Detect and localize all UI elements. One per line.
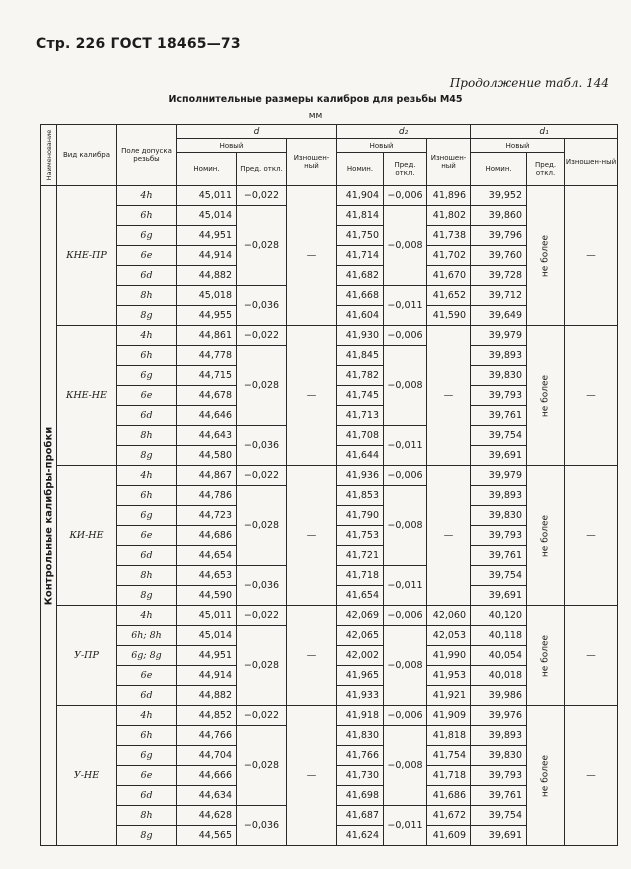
d1-nominal: 39,860 bbox=[471, 206, 527, 226]
d2-deviation: −0,008 bbox=[384, 486, 427, 566]
d-nominal: 44,882 bbox=[177, 686, 237, 706]
gauge-name: КИ-НЕ bbox=[57, 466, 117, 606]
tolerance-field: 6d bbox=[117, 266, 177, 286]
col-header-d: d bbox=[177, 125, 337, 139]
tolerance-field: 6e bbox=[117, 246, 177, 266]
d-worn: — bbox=[287, 606, 337, 706]
d2-nominal: 41,668 bbox=[337, 286, 384, 306]
tolerance-field: 8g bbox=[117, 586, 177, 606]
d-deviation: −0,028 bbox=[237, 726, 287, 806]
d1-nominal: 39,754 bbox=[471, 806, 527, 826]
d-worn: — bbox=[287, 706, 337, 846]
d-nominal: 44,914 bbox=[177, 246, 237, 266]
tolerance-field: 6h bbox=[117, 206, 177, 226]
d2-nominal: 41,721 bbox=[337, 546, 384, 566]
d2-deviation: −0,008 bbox=[384, 726, 427, 806]
d1-nominal: 39,728 bbox=[471, 266, 527, 286]
col-header-d-worn: Изношен-ный bbox=[287, 139, 337, 186]
d1-nominal: 40,118 bbox=[471, 626, 527, 646]
d2-worn: 41,953 bbox=[427, 666, 471, 686]
tolerance-field: 8h bbox=[117, 806, 177, 826]
d-nominal: 44,786 bbox=[177, 486, 237, 506]
d1-nominal: 39,976 bbox=[471, 706, 527, 726]
d-nominal: 45,018 bbox=[177, 286, 237, 306]
d2-deviation: −0,006 bbox=[384, 186, 427, 206]
tolerance-field: 6h bbox=[117, 346, 177, 366]
d2-nominal: 41,687 bbox=[337, 806, 384, 826]
d2-nominal: 41,965 bbox=[337, 666, 384, 686]
d-deviation: −0,036 bbox=[237, 426, 287, 466]
d2-nominal: 41,713 bbox=[337, 406, 384, 426]
gauge-dimensions-table bbox=[40, 124, 618, 846]
d1-nominal: 39,979 bbox=[471, 326, 527, 346]
table-row bbox=[41, 186, 618, 206]
d2-nominal: 41,604 bbox=[337, 306, 384, 326]
d-nominal: 44,704 bbox=[177, 746, 237, 766]
d2-worn: 41,802 bbox=[427, 206, 471, 226]
d1-nominal: 39,986 bbox=[471, 686, 527, 706]
d1-nominal: 39,979 bbox=[471, 466, 527, 486]
d1-nominal: 39,796 bbox=[471, 226, 527, 246]
d-nominal: 44,666 bbox=[177, 766, 237, 786]
col-header-d2-new: Новый bbox=[337, 139, 427, 153]
d2-worn: 41,921 bbox=[427, 686, 471, 706]
d-nominal: 45,011 bbox=[177, 606, 237, 626]
col-header-name: Наименование bbox=[41, 125, 57, 186]
d2-worn: 41,672 bbox=[427, 806, 471, 826]
tolerance-field: 8h bbox=[117, 566, 177, 586]
d2-nominal: 41,730 bbox=[337, 766, 384, 786]
col-header-d1-nom: Номин. bbox=[471, 153, 527, 186]
d-deviation: −0,028 bbox=[237, 626, 287, 706]
d2-nominal: 41,714 bbox=[337, 246, 384, 266]
d1-deviation-not-more: не более bbox=[527, 466, 565, 606]
d2-nominal: 41,644 bbox=[337, 446, 384, 466]
d2-deviation: −0,006 bbox=[384, 326, 427, 346]
d-deviation: −0,028 bbox=[237, 346, 287, 426]
d-nominal: 44,590 bbox=[177, 586, 237, 606]
d2-nominal: 41,936 bbox=[337, 466, 384, 486]
tolerance-field: 6h bbox=[117, 486, 177, 506]
d2-worn: 41,590 bbox=[427, 306, 471, 326]
d-nominal: 44,914 bbox=[177, 666, 237, 686]
gauge-name: У-ПР bbox=[57, 606, 117, 706]
d2-nominal: 41,790 bbox=[337, 506, 384, 526]
d2-nominal: 41,750 bbox=[337, 226, 384, 246]
tolerance-field: 6e bbox=[117, 526, 177, 546]
tolerance-field: 4h bbox=[117, 326, 177, 346]
d1-nominal: 39,793 bbox=[471, 526, 527, 546]
tolerance-field: 6h; 8h bbox=[117, 626, 177, 646]
d1-nominal: 39,830 bbox=[471, 746, 527, 766]
d-nominal: 44,634 bbox=[177, 786, 237, 806]
d1-nominal: 39,754 bbox=[471, 566, 527, 586]
page-header: Стр. 226 ГОСТ 18465—73 bbox=[36, 36, 241, 52]
d2-deviation: −0,008 bbox=[384, 626, 427, 706]
tolerance-field: 6g bbox=[117, 506, 177, 526]
d1-nominal: 39,761 bbox=[471, 546, 527, 566]
d-deviation: −0,028 bbox=[237, 486, 287, 566]
d1-nominal: 39,830 bbox=[471, 366, 527, 386]
d-nominal: 44,766 bbox=[177, 726, 237, 746]
d-nominal: 44,580 bbox=[177, 446, 237, 466]
d-nominal: 44,643 bbox=[177, 426, 237, 446]
d-nominal: 44,852 bbox=[177, 706, 237, 726]
d2-nominal: 41,814 bbox=[337, 206, 384, 226]
d2-nominal: 42,069 bbox=[337, 606, 384, 626]
d2-nominal: 41,933 bbox=[337, 686, 384, 706]
d1-worn: — bbox=[565, 706, 618, 846]
d-nominal: 44,654 bbox=[177, 546, 237, 566]
d1-deviation-not-more: не более bbox=[527, 186, 565, 326]
d2-worn: 41,718 bbox=[427, 766, 471, 786]
d1-nominal: 39,761 bbox=[471, 406, 527, 426]
tolerance-field: 8g bbox=[117, 826, 177, 846]
d-worn: — bbox=[287, 466, 337, 606]
d2-deviation: −0,006 bbox=[384, 706, 427, 726]
tolerance-field: 4h bbox=[117, 606, 177, 626]
d2-deviation: −0,006 bbox=[384, 466, 427, 486]
d2-deviation: −0,008 bbox=[384, 346, 427, 426]
d-nominal: 44,678 bbox=[177, 386, 237, 406]
gauge-type-cell: Контрольные калибры-пробки bbox=[41, 186, 57, 846]
table-continuation-note: Продолжение табл. 144 bbox=[449, 76, 609, 90]
d1-worn: — bbox=[565, 326, 618, 466]
col-header-d-pred: Пред. откл. bbox=[237, 153, 287, 186]
d2-worn: 41,896 bbox=[427, 186, 471, 206]
d-deviation: −0,036 bbox=[237, 806, 287, 846]
d2-deviation: −0,011 bbox=[384, 286, 427, 326]
d-nominal: 44,955 bbox=[177, 306, 237, 326]
d-nominal: 45,014 bbox=[177, 626, 237, 646]
d1-nominal: 39,712 bbox=[471, 286, 527, 306]
col-header-d-new: Новый bbox=[177, 139, 287, 153]
d2-worn: — bbox=[427, 466, 471, 606]
d-deviation: −0,022 bbox=[237, 326, 287, 346]
d1-nominal: 39,761 bbox=[471, 786, 527, 806]
d-nominal: 44,628 bbox=[177, 806, 237, 826]
d2-worn: 41,818 bbox=[427, 726, 471, 746]
d1-nominal: 40,120 bbox=[471, 606, 527, 626]
col-header-d2-pred: Пред. откл. bbox=[384, 153, 427, 186]
col-header-d2: d₂ bbox=[337, 125, 471, 139]
d-deviation: −0,028 bbox=[237, 206, 287, 286]
d1-nominal: 39,893 bbox=[471, 726, 527, 746]
d2-deviation: −0,011 bbox=[384, 426, 427, 466]
d2-worn: 42,053 bbox=[427, 626, 471, 646]
d1-worn: — bbox=[565, 186, 618, 326]
col-header-d2-worn: Изношен-ный bbox=[427, 139, 471, 186]
d-nominal: 44,646 bbox=[177, 406, 237, 426]
d2-deviation: −0,011 bbox=[384, 566, 427, 606]
d1-nominal: 39,830 bbox=[471, 506, 527, 526]
tolerance-field: 6d bbox=[117, 686, 177, 706]
tolerance-field: 6g bbox=[117, 366, 177, 386]
d-nominal: 44,686 bbox=[177, 526, 237, 546]
d-nominal: 44,653 bbox=[177, 566, 237, 586]
d1-nominal: 39,893 bbox=[471, 486, 527, 506]
d2-nominal: 42,002 bbox=[337, 646, 384, 666]
d-deviation: −0,036 bbox=[237, 566, 287, 606]
d2-deviation: −0,011 bbox=[384, 806, 427, 846]
d-nominal: 44,565 bbox=[177, 826, 237, 846]
d1-nominal: 39,691 bbox=[471, 586, 527, 606]
d1-nominal: 40,054 bbox=[471, 646, 527, 666]
tolerance-field: 8h bbox=[117, 426, 177, 446]
tolerance-field: 6d bbox=[117, 546, 177, 566]
d2-nominal: 41,682 bbox=[337, 266, 384, 286]
d1-nominal: 39,649 bbox=[471, 306, 527, 326]
d2-worn: 41,990 bbox=[427, 646, 471, 666]
d2-deviation: −0,008 bbox=[384, 206, 427, 286]
d2-worn: 41,909 bbox=[427, 706, 471, 726]
tolerance-field: 8h bbox=[117, 286, 177, 306]
tolerance-field: 6g bbox=[117, 746, 177, 766]
tolerance-field: 6g; 8g bbox=[117, 646, 177, 666]
d2-nominal: 41,718 bbox=[337, 566, 384, 586]
d2-nominal: 41,930 bbox=[337, 326, 384, 346]
d2-worn: 41,686 bbox=[427, 786, 471, 806]
table-row bbox=[41, 466, 618, 486]
col-header-d1-new: Новый bbox=[471, 139, 565, 153]
d2-nominal: 41,853 bbox=[337, 486, 384, 506]
tolerance-field: 6e bbox=[117, 666, 177, 686]
d1-nominal: 39,893 bbox=[471, 346, 527, 366]
d1-nominal: 39,760 bbox=[471, 246, 527, 266]
gauge-name: КНЕ-НЕ bbox=[57, 326, 117, 466]
gauge-name: У-НЕ bbox=[57, 706, 117, 846]
d2-nominal: 42,065 bbox=[337, 626, 384, 646]
d2-nominal: 41,698 bbox=[337, 786, 384, 806]
d-nominal: 44,723 bbox=[177, 506, 237, 526]
d-nominal: 44,778 bbox=[177, 346, 237, 366]
d-deviation: −0,022 bbox=[237, 706, 287, 726]
d2-worn: 42,060 bbox=[427, 606, 471, 626]
d2-nominal: 41,845 bbox=[337, 346, 384, 366]
d1-nominal: 40,018 bbox=[471, 666, 527, 686]
d1-worn: — bbox=[565, 606, 618, 706]
d2-nominal: 41,766 bbox=[337, 746, 384, 766]
d1-nominal: 39,691 bbox=[471, 446, 527, 466]
tolerance-field: 4h bbox=[117, 706, 177, 726]
d2-nominal: 41,624 bbox=[337, 826, 384, 846]
d-worn: — bbox=[287, 326, 337, 466]
d2-worn: 41,738 bbox=[427, 226, 471, 246]
tolerance-field: 6g bbox=[117, 226, 177, 246]
d1-nominal: 39,754 bbox=[471, 426, 527, 446]
tolerance-field: 6h bbox=[117, 726, 177, 746]
gauge-name: КНЕ-ПР bbox=[57, 186, 117, 326]
d-nominal: 44,882 bbox=[177, 266, 237, 286]
d-nominal: 44,867 bbox=[177, 466, 237, 486]
d2-worn: — bbox=[427, 326, 471, 466]
d1-deviation-not-more: не более bbox=[527, 326, 565, 466]
table-row bbox=[41, 326, 618, 346]
d2-worn: 41,609 bbox=[427, 826, 471, 846]
d-deviation: −0,022 bbox=[237, 186, 287, 206]
tolerance-field: 8g bbox=[117, 306, 177, 326]
d2-deviation: −0,006 bbox=[384, 606, 427, 626]
d-nominal: 45,011 bbox=[177, 186, 237, 206]
d-deviation: −0,022 bbox=[237, 466, 287, 486]
d-nominal: 44,861 bbox=[177, 326, 237, 346]
d2-nominal: 41,782 bbox=[337, 366, 384, 386]
d-nominal: 44,951 bbox=[177, 646, 237, 666]
col-header-d1-pred: Пред. откл. bbox=[527, 153, 565, 186]
tolerance-field: 6e bbox=[117, 386, 177, 406]
d2-nominal: 41,904 bbox=[337, 186, 384, 206]
tolerance-field: 6d bbox=[117, 406, 177, 426]
d-nominal: 44,715 bbox=[177, 366, 237, 386]
table-row bbox=[41, 706, 618, 726]
col-header-gauge-type: Вид калибра bbox=[57, 125, 117, 186]
table-units: мм bbox=[308, 111, 323, 121]
d2-nominal: 41,830 bbox=[337, 726, 384, 746]
table-row bbox=[41, 606, 618, 626]
d2-nominal: 41,918 bbox=[337, 706, 384, 726]
tolerance-field: 8g bbox=[117, 446, 177, 466]
d-nominal: 45,014 bbox=[177, 206, 237, 226]
d-deviation: −0,022 bbox=[237, 606, 287, 626]
d-deviation: −0,036 bbox=[237, 286, 287, 326]
d1-nominal: 39,691 bbox=[471, 826, 527, 846]
col-header-d2-nom: Номин. bbox=[337, 153, 384, 186]
d-worn: — bbox=[287, 186, 337, 326]
d1-nominal: 39,952 bbox=[471, 186, 527, 206]
d2-worn: 41,652 bbox=[427, 286, 471, 306]
col-header-d-nom: Номин. bbox=[177, 153, 237, 186]
col-header-d1: d₁ bbox=[471, 125, 618, 139]
d-nominal: 44,951 bbox=[177, 226, 237, 246]
d2-worn: 41,754 bbox=[427, 746, 471, 766]
d2-nominal: 41,753 bbox=[337, 526, 384, 546]
d1-deviation-not-more: не более bbox=[527, 706, 565, 846]
d2-nominal: 41,654 bbox=[337, 586, 384, 606]
d2-nominal: 41,708 bbox=[337, 426, 384, 446]
d1-nominal: 39,793 bbox=[471, 766, 527, 786]
tolerance-field: 6e bbox=[117, 766, 177, 786]
tolerance-field: 4h bbox=[117, 186, 177, 206]
table-title: Исполнительные размеры калибров для резьбы М45 bbox=[168, 94, 463, 105]
d2-worn: 41,670 bbox=[427, 266, 471, 286]
d2-worn: 41,702 bbox=[427, 246, 471, 266]
d2-nominal: 41,745 bbox=[337, 386, 384, 406]
col-header-d1-worn: Изношен-ный bbox=[565, 139, 618, 186]
tolerance-field: 4h bbox=[117, 466, 177, 486]
d1-deviation-not-more: не более bbox=[527, 606, 565, 706]
col-header-tolerance-field: Поле допуска резьбы bbox=[117, 125, 177, 186]
tolerance-field: 6d bbox=[117, 786, 177, 806]
d1-worn: — bbox=[565, 466, 618, 606]
d1-nominal: 39,793 bbox=[471, 386, 527, 406]
